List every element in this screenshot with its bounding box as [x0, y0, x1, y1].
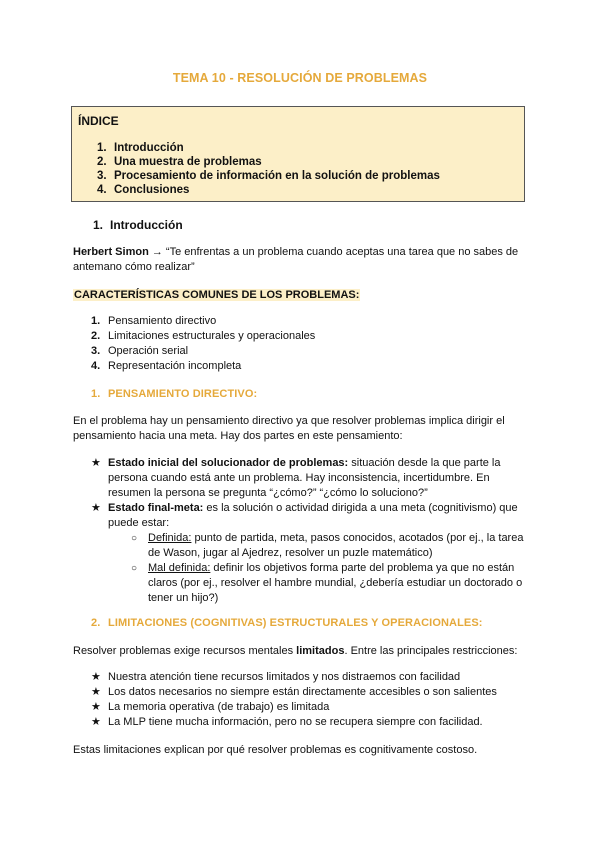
section-heading-introduccion — [93, 218, 183, 232]
sublist-item — [131, 561, 531, 606]
index-heading: ÍNDICE — [78, 114, 119, 128]
list-item-label: Nuestra atención tiene recursos limitados y nos distraemos con facilidad — [108, 671, 461, 683]
circle-bullet-icon: ○ — [131, 533, 138, 544]
term-underlined: Mal definida: — [148, 562, 211, 574]
pensamiento-list — [91, 456, 531, 606]
index-item — [97, 183, 518, 197]
list-item-label: Operación serial — [108, 345, 189, 357]
term-description: definir los objetivos forma parte del problema ya que no están claros (por ej., resolver el hambre mundial, ¿debería estudiar un doctorado o tener un hijo?) — [148, 562, 523, 604]
star-icon: ★ — [91, 701, 101, 713]
simon-quote — [73, 245, 533, 275]
caracteristicas-list — [91, 314, 315, 374]
list-item — [91, 501, 531, 606]
list-item-label: La memoria operativa (de trabajo) es limitada — [108, 701, 330, 713]
intro-text: Resolver problemas exige recursos mentales — [73, 645, 297, 657]
section-label: PENSAMIENTO DIRECTIVO: — [108, 388, 258, 400]
pensamiento-intro: En el problema hay un pensamiento directivo ya que resolver problemas implica dirigir el pensamiento hacia una meta. Hay dos partes en este pensamiento: — [73, 415, 505, 442]
arrow-icon: → — [148, 246, 166, 258]
list-item — [91, 700, 531, 715]
index-item-label: Una muestra de problemas — [114, 156, 262, 168]
star-icon: ★ — [91, 716, 101, 728]
sublist — [131, 531, 531, 606]
list-item — [91, 314, 315, 329]
pensamiento-heading — [91, 388, 257, 400]
index-item-label: Conclusiones — [114, 184, 190, 196]
sublist-item — [131, 531, 531, 561]
list-item-label: Representación incompleta — [108, 360, 242, 372]
list-item — [91, 344, 315, 359]
list-item-label: Los datos necesarios no siempre están directamente accesibles o son salientes — [108, 686, 497, 698]
section-number: 1. — [93, 218, 104, 232]
list-item-label: Limitaciones estructurales y operacionales — [108, 330, 316, 342]
intro-text: . Entre las principales restricciones: — [344, 645, 518, 657]
limitaciones-conclusion: Estas limitaciones explican por qué resolver problemas es cognitivamente costoso. — [73, 744, 478, 756]
term-bold: Estado inicial del solucionador de problemas: — [108, 457, 349, 469]
term-underlined: Definida: — [148, 532, 192, 544]
term-bold: Estado final-meta: — [108, 502, 204, 514]
list-item — [91, 715, 531, 730]
section-number: 2. — [91, 617, 101, 629]
index-list — [97, 141, 518, 197]
term-description: punto de partida, meta, pasos conocidos, acotados (por ej., la tarea de Wason, jugar al Ajedrez, resolver un puzle matemático) — [148, 532, 524, 559]
list-item-number: 3. — [91, 345, 101, 357]
quote-text: “Te enfrentas a un problema cuando aceptas una tarea que no sabes de antemano cómo realizar” — [73, 246, 519, 273]
page-title: TEMA 10 - RESOLUCIÓN DE PROBLEMAS — [172, 71, 428, 85]
list-item — [91, 670, 531, 685]
list-item-number: 4. — [91, 360, 101, 372]
index-item — [97, 141, 518, 155]
star-icon: ★ — [91, 686, 101, 698]
section-label: LIMITACIONES (COGNITIVAS) ESTRUCTURALES Y OPERACIONALES: — [108, 617, 483, 629]
circle-bullet-icon: ○ — [131, 563, 138, 574]
list-item — [91, 456, 531, 501]
intro-bold: limitados — [296, 645, 345, 657]
list-item — [91, 685, 531, 700]
star-icon: ★ — [91, 457, 101, 469]
limitaciones-heading — [91, 617, 483, 629]
caracteristicas-heading: CARACTERÍSTICAS COMUNES DE LOS PROBLEMAS: — [74, 289, 360, 301]
list-item-number: 2. — [91, 330, 101, 342]
section-label: Introducción — [110, 218, 183, 232]
star-icon: ★ — [91, 502, 101, 514]
term-description: situación desde la que parte la persona cuando está ante un problema. Hay inconsistencia, incertidumbre. En resumen la persona se pregunta “¿cómo?” “¿cómo lo soluciono?” — [108, 457, 501, 499]
list-item — [91, 359, 315, 374]
list-item-label: Pensamiento directivo — [108, 315, 217, 327]
index-item-number: 3. — [97, 170, 107, 182]
index-item-label: Procesamiento de información en la solución de problemas — [114, 170, 440, 182]
index-item-number: 2. — [97, 156, 107, 168]
index-item-label: Introducción — [114, 142, 184, 154]
index-item-number: 4. — [97, 184, 107, 196]
index-item — [97, 169, 518, 183]
index-item-number: 1. — [97, 142, 107, 154]
star-icon: ★ — [91, 671, 101, 683]
term-description: es la solución o actividad dirigida a una meta (cognitivismo) que puede estar: — [108, 502, 518, 529]
list-item-label: La MLP tiene mucha información, pero no se recupera siempre con facilidad. — [108, 716, 483, 728]
list-item — [91, 329, 315, 344]
limitaciones-intro — [73, 644, 533, 659]
index-box — [71, 106, 525, 202]
quote-author: Herbert Simon — [73, 246, 149, 258]
section-number: 1. — [91, 388, 101, 400]
limitaciones-list — [91, 670, 531, 730]
list-item-number: 1. — [91, 315, 101, 327]
index-item — [97, 155, 518, 169]
